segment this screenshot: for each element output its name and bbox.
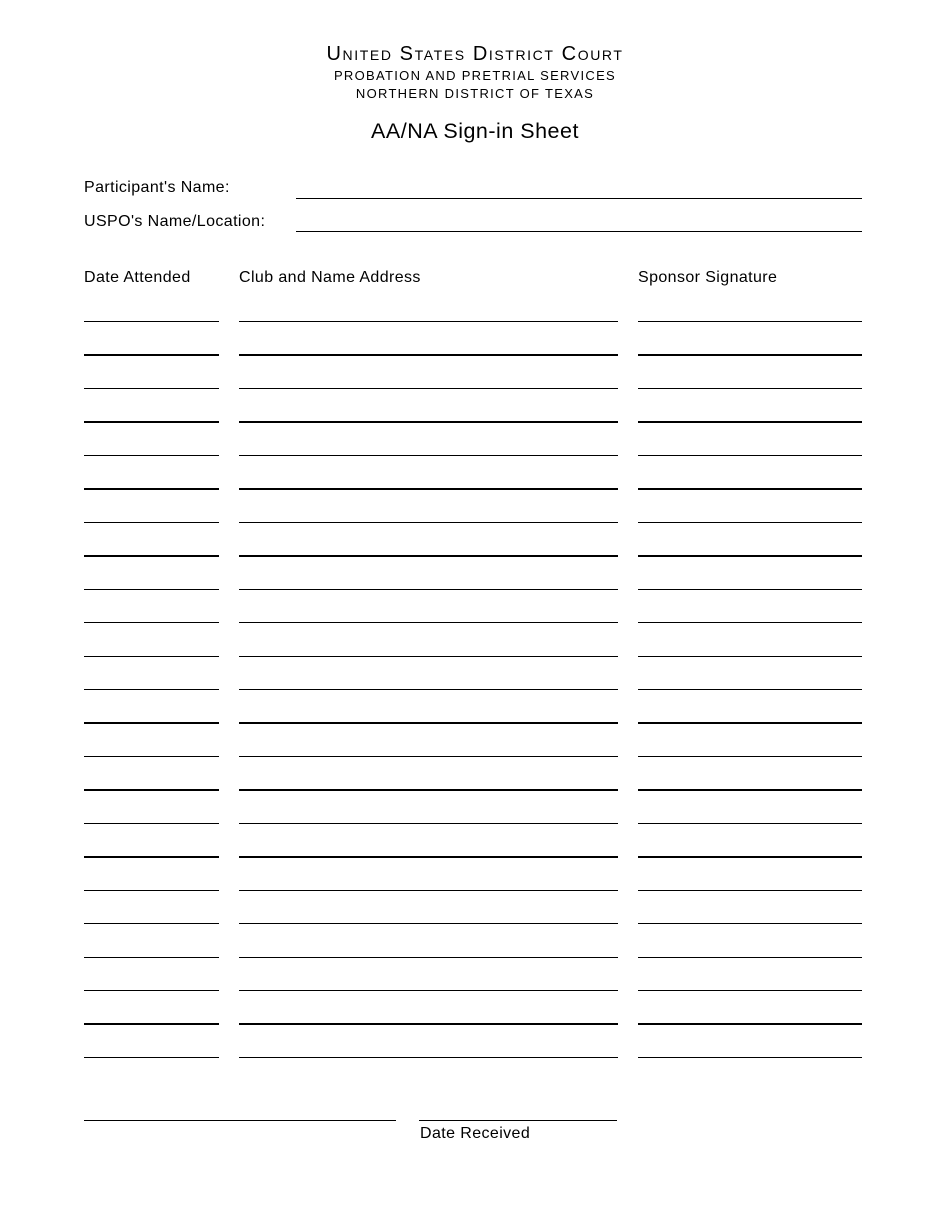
column-header-date-attended: Date Attended (84, 269, 191, 286)
date-received-field[interactable] (419, 1120, 617, 1121)
date-attended-entry-line[interactable] (84, 522, 219, 523)
club-and-name-address-entry-line[interactable] (239, 388, 618, 389)
sponsor-signature-entry-line[interactable] (638, 789, 862, 790)
table-row (0, 622, 950, 624)
date-attended-entry-line[interactable] (84, 421, 219, 422)
department-line: PROBATION AND PRETRIAL SERVICES (333, 68, 617, 83)
table-row (0, 354, 950, 356)
club-and-name-address-entry-line[interactable] (239, 622, 618, 623)
footer-signature-field[interactable] (84, 1120, 396, 1121)
date-attended-entry-line[interactable] (84, 555, 219, 556)
club-and-name-address-entry-line[interactable] (239, 589, 618, 590)
table-row (0, 1057, 950, 1059)
column-header-club-and-name-address: Club and Name Address (239, 269, 421, 286)
date-attended-entry-line[interactable] (84, 756, 219, 757)
table-row (0, 1023, 950, 1025)
sponsor-signature-entry-line[interactable] (638, 555, 862, 556)
column-header-sponsor-signature: Sponsor Signature (638, 269, 778, 286)
date-attended-entry-line[interactable] (84, 856, 219, 857)
table-row (0, 856, 950, 858)
participant-name-label: Participant's Name: (84, 179, 230, 196)
date-received-label: Date Received (420, 1125, 531, 1142)
sponsor-signature-entry-line[interactable] (638, 589, 862, 590)
table-row (0, 756, 950, 758)
date-attended-entry-line[interactable] (84, 990, 219, 991)
sponsor-signature-entry-line[interactable] (638, 321, 862, 322)
sponsor-signature-entry-line[interactable] (638, 990, 862, 991)
table-row (0, 421, 950, 423)
sponsor-signature-entry-line[interactable] (638, 890, 862, 891)
sponsor-signature-entry-line[interactable] (638, 1057, 862, 1058)
table-row (0, 488, 950, 490)
date-attended-entry-line[interactable] (84, 789, 219, 790)
sponsor-signature-entry-line[interactable] (638, 388, 862, 389)
district-line: NORTHERN DISTRICT OF TEXAS (355, 86, 595, 101)
uspo-name-location-label: USPO's Name/Location: (84, 213, 266, 230)
club-and-name-address-entry-line[interactable] (239, 722, 618, 723)
table-row (0, 923, 950, 925)
table-row (0, 589, 950, 591)
club-and-name-address-entry-line[interactable] (239, 321, 618, 322)
sponsor-signature-entry-line[interactable] (638, 622, 862, 623)
club-and-name-address-entry-line[interactable] (239, 555, 618, 556)
date-attended-entry-line[interactable] (84, 957, 219, 958)
date-attended-entry-line[interactable] (84, 722, 219, 723)
table-row (0, 522, 950, 524)
table-row (0, 890, 950, 892)
date-attended-entry-line[interactable] (84, 1057, 219, 1058)
sponsor-signature-entry-line[interactable] (638, 823, 862, 824)
club-and-name-address-entry-line[interactable] (239, 990, 618, 991)
date-attended-entry-line[interactable] (84, 589, 219, 590)
table-row (0, 990, 950, 992)
table-row (0, 455, 950, 457)
date-attended-entry-line[interactable] (84, 622, 219, 623)
date-attended-entry-line[interactable] (84, 321, 219, 322)
sponsor-signature-entry-line[interactable] (638, 455, 862, 456)
date-attended-entry-line[interactable] (84, 656, 219, 657)
sponsor-signature-entry-line[interactable] (638, 656, 862, 657)
club-and-name-address-entry-line[interactable] (239, 923, 618, 924)
table-row (0, 388, 950, 390)
sponsor-signature-entry-line[interactable] (638, 856, 862, 857)
sponsor-signature-entry-line[interactable] (638, 522, 862, 523)
sponsor-signature-entry-line[interactable] (638, 957, 862, 958)
sponsor-signature-entry-line[interactable] (638, 1023, 862, 1024)
date-attended-entry-line[interactable] (84, 354, 219, 355)
sponsor-signature-entry-line[interactable] (638, 923, 862, 924)
club-and-name-address-entry-line[interactable] (239, 957, 618, 958)
sponsor-signature-entry-line[interactable] (638, 488, 862, 489)
table-row (0, 321, 950, 323)
club-and-name-address-entry-line[interactable] (239, 522, 618, 523)
club-and-name-address-entry-line[interactable] (239, 656, 618, 657)
date-attended-entry-line[interactable] (84, 890, 219, 891)
date-attended-entry-line[interactable] (84, 388, 219, 389)
club-and-name-address-entry-line[interactable] (239, 789, 618, 790)
sponsor-signature-entry-line[interactable] (638, 354, 862, 355)
table-row (0, 823, 950, 825)
date-attended-entry-line[interactable] (84, 1023, 219, 1024)
table-row (0, 656, 950, 658)
date-attended-entry-line[interactable] (84, 689, 219, 690)
table-row (0, 789, 950, 791)
sponsor-signature-entry-line[interactable] (638, 421, 862, 422)
table-row (0, 957, 950, 959)
club-and-name-address-entry-line[interactable] (239, 455, 618, 456)
club-and-name-address-entry-line[interactable] (239, 421, 618, 422)
club-and-name-address-entry-line[interactable] (239, 1023, 618, 1024)
table-row (0, 689, 950, 691)
date-attended-entry-line[interactable] (84, 455, 219, 456)
club-and-name-address-entry-line[interactable] (239, 488, 618, 489)
sponsor-signature-entry-line[interactable] (638, 722, 862, 723)
table-row (0, 555, 950, 557)
date-attended-entry-line[interactable] (84, 923, 219, 924)
club-and-name-address-entry-line[interactable] (239, 354, 618, 355)
sponsor-signature-entry-line[interactable] (638, 756, 862, 757)
club-and-name-address-entry-line[interactable] (239, 689, 618, 690)
club-and-name-address-entry-line[interactable] (239, 823, 618, 824)
document-title: AA/NA Sign-in Sheet (371, 119, 579, 143)
club-and-name-address-entry-line[interactable] (239, 756, 618, 757)
table-row (0, 722, 950, 724)
club-and-name-address-entry-line[interactable] (239, 890, 618, 891)
court-name: United States District Court (326, 43, 624, 65)
date-attended-entry-line[interactable] (84, 823, 219, 824)
sponsor-signature-entry-line[interactable] (638, 689, 862, 690)
club-and-name-address-entry-line[interactable] (239, 856, 618, 857)
date-attended-entry-line[interactable] (84, 488, 219, 489)
club-and-name-address-entry-line[interactable] (239, 1057, 618, 1058)
